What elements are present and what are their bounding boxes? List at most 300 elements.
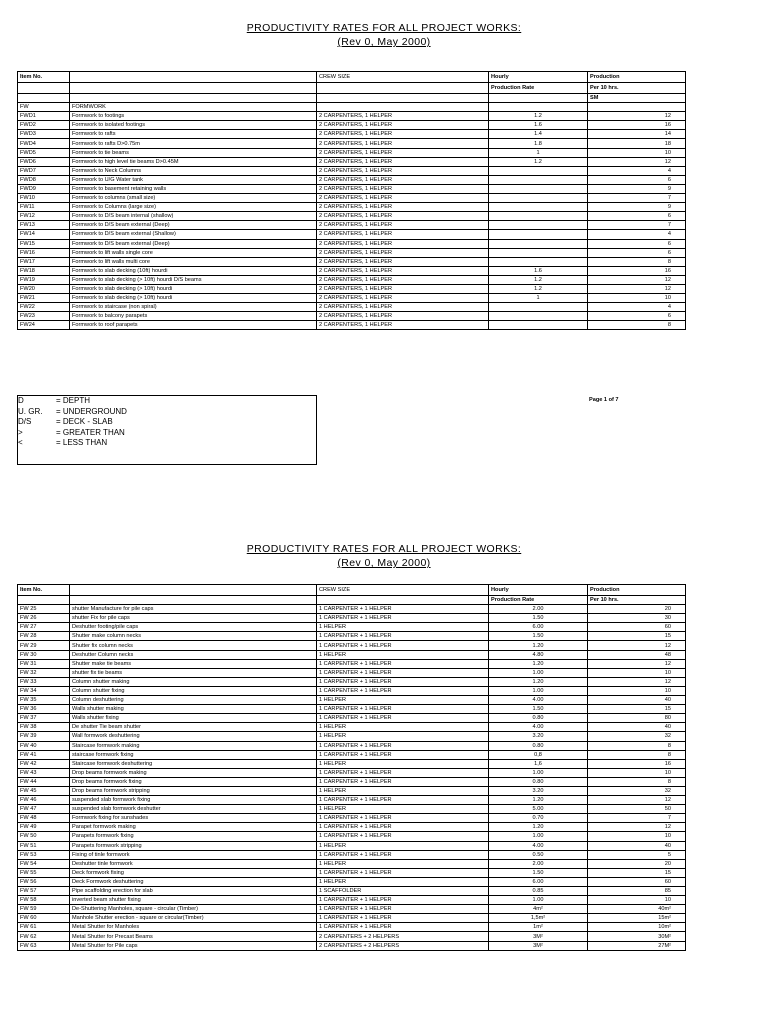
cell-hourly-rate: 1,6 xyxy=(489,759,588,768)
cell-crew-size: 2 CARPENTERS, 1 HELPER xyxy=(317,303,489,312)
cell-hourly-rate: 1.8 xyxy=(489,139,588,148)
cell-crew-size: 1 HELPER xyxy=(317,723,489,732)
cell-production: 8 xyxy=(588,777,686,786)
cell-hourly-rate: 1.20 xyxy=(489,796,588,805)
cell-production: 15 xyxy=(588,632,686,641)
table-row xyxy=(18,668,686,677)
productivity-table xyxy=(17,71,686,330)
legend-meaning: = UNDERGROUND xyxy=(56,406,127,416)
cell-crew-size: 2 CARPENTERS, 1 HELPER xyxy=(317,203,489,212)
cell-crew-size: 1 HELPER xyxy=(317,623,489,632)
cell-hourly-rate xyxy=(489,194,588,203)
cell-item-no: FW 29 xyxy=(18,641,70,650)
cell-production: 20 xyxy=(588,859,686,868)
table-row xyxy=(18,312,686,321)
table-row xyxy=(18,777,686,786)
cell-hourly-rate: 1.00 xyxy=(489,896,588,905)
table-row xyxy=(18,814,686,823)
table-row xyxy=(18,714,686,723)
table-row xyxy=(18,732,686,741)
cell-production: 14 xyxy=(588,130,686,139)
cell-item-no: FW19 xyxy=(18,275,70,284)
header-blank xyxy=(317,94,489,103)
cell-crew-size: 1 CARPENTER + 1 HELPER xyxy=(317,705,489,714)
table-row xyxy=(18,750,686,759)
legend-entry xyxy=(18,407,316,418)
header-blank xyxy=(70,596,317,605)
cell-hourly-rate: 2.00 xyxy=(489,859,588,868)
cell-hourly-rate: 4.80 xyxy=(489,650,588,659)
legend-entry xyxy=(18,417,316,428)
cell-description: Walls shutter making xyxy=(70,705,317,714)
header-blank xyxy=(317,83,489,94)
section-blank xyxy=(489,103,588,112)
cell-production: 12 xyxy=(588,796,686,805)
cell-production: 20 xyxy=(588,605,686,614)
cell-crew-size: 1 HELPER xyxy=(317,805,489,814)
table-row xyxy=(18,841,686,850)
cell-crew-size: 1 HELPER xyxy=(317,786,489,795)
cell-hourly-rate: 3.20 xyxy=(489,732,588,741)
cell-production: 10 xyxy=(588,668,686,677)
cell-item-no: FW 61 xyxy=(18,923,70,932)
cell-description: Formwork to rafts D>0.75m xyxy=(70,139,317,148)
table-row xyxy=(18,623,686,632)
cell-production: 30 xyxy=(588,614,686,623)
cell-item-no: FWD4 xyxy=(18,139,70,148)
cell-production: 10 xyxy=(588,768,686,777)
cell-crew-size: 2 CARPENTERS + 2 HELPERS xyxy=(317,932,489,941)
cell-item-no: FW16 xyxy=(18,248,70,257)
table-row xyxy=(18,632,686,641)
cell-hourly-rate: 4.00 xyxy=(489,696,588,705)
legend-meaning: = DEPTH xyxy=(56,396,91,405)
page-title: PRODUCTIVITY RATES FOR ALL PROJECT WORKS: xyxy=(246,543,522,555)
cell-item-no: FWD3 xyxy=(18,130,70,139)
cell-production: 5 xyxy=(588,850,686,859)
cell-hourly-rate: 1.00 xyxy=(489,668,588,677)
cell-description: Walls shutter fixing xyxy=(70,714,317,723)
cell-description: Staircase formwork making xyxy=(70,741,317,750)
cell-crew-size: 1 CARPENTER + 1 HELPER xyxy=(317,659,489,668)
cell-production: 40 xyxy=(588,723,686,732)
table-row xyxy=(18,112,686,121)
cell-production: 9 xyxy=(588,184,686,193)
cell-item-no: FW 26 xyxy=(18,614,70,623)
cell-item-no: FW 38 xyxy=(18,723,70,732)
cell-hourly-rate: 1.50 xyxy=(489,632,588,641)
cell-hourly-rate: 3M² xyxy=(489,941,588,950)
table-row xyxy=(18,175,686,184)
cell-item-no: FW 46 xyxy=(18,796,70,805)
cell-hourly-rate: 1.2 xyxy=(489,275,588,284)
cell-hourly-rate: 0.70 xyxy=(489,814,588,823)
section-name: FORMWORK xyxy=(70,103,317,112)
cell-item-no: FW 62 xyxy=(18,932,70,941)
cell-description: Formwork to slab decking (10ft) hourdi xyxy=(70,266,317,275)
legend-abbreviation: D/S xyxy=(18,417,32,426)
cell-crew-size: 1 CARPENTER + 1 HELPER xyxy=(317,923,489,932)
cell-item-no: FW21 xyxy=(18,294,70,303)
cell-description: Formwork to slab decking (> 10ft) hourdi xyxy=(70,284,317,293)
cell-hourly-rate: 1 xyxy=(489,148,588,157)
cell-crew-size: 2 CARPENTERS, 1 HELPER xyxy=(317,257,489,266)
cell-item-no: FW 25 xyxy=(18,605,70,614)
table-row xyxy=(18,741,686,750)
header-production: Production xyxy=(588,72,686,83)
cell-production: 30M² xyxy=(588,932,686,941)
cell-crew-size: 2 CARPENTERS, 1 HELPER xyxy=(317,166,489,175)
cell-production: 9 xyxy=(588,203,686,212)
legend-abbreviation: U. GR. xyxy=(18,406,43,416)
table-row xyxy=(18,121,686,130)
header-hourly: Hourly xyxy=(489,72,588,83)
cell-hourly-rate: 1.50 xyxy=(489,614,588,623)
cell-description: De shutter Tie beam shutter xyxy=(70,723,317,732)
cell-production: 15 xyxy=(588,868,686,877)
cell-production: 4 xyxy=(588,303,686,312)
cell-item-no: FW13 xyxy=(18,221,70,230)
cell-production: 7 xyxy=(588,194,686,203)
cell-description: Formwork to high level tie beams D>0.45M xyxy=(70,157,317,166)
cell-crew-size: 1 HELPER xyxy=(317,877,489,886)
cell-crew-size: 2 CARPENTERS, 1 HELPER xyxy=(317,221,489,230)
header-production: Production xyxy=(588,585,686,596)
cell-item-no: FW 50 xyxy=(18,832,70,841)
table-row xyxy=(18,230,686,239)
cell-production: 10 xyxy=(588,832,686,841)
table-row xyxy=(18,303,686,312)
legend-entry xyxy=(18,428,316,439)
cell-description: Deck formwork fixing xyxy=(70,868,317,877)
cell-item-no: FW22 xyxy=(18,303,70,312)
cell-production: 18 xyxy=(588,139,686,148)
cell-hourly-rate: 6.00 xyxy=(489,623,588,632)
header-blank xyxy=(18,83,70,94)
cell-description: Shutter fix column necks xyxy=(70,641,317,650)
cell-description: Formwork to basement retaining walls xyxy=(70,184,317,193)
productivity-table xyxy=(17,584,686,951)
cell-item-no: FW12 xyxy=(18,212,70,221)
cell-description: Parapets formwork fixing xyxy=(70,832,317,841)
cell-hourly-rate: 3M² xyxy=(489,932,588,941)
cell-hourly-rate: 4.00 xyxy=(489,723,588,732)
cell-item-no: FW 63 xyxy=(18,941,70,950)
cell-production: 32 xyxy=(588,732,686,741)
header-blank xyxy=(70,94,317,103)
cell-crew-size: 2 CARPENTERS, 1 HELPER xyxy=(317,148,489,157)
cell-item-no: FW 35 xyxy=(18,696,70,705)
table-row xyxy=(18,321,686,330)
cell-production: 12 xyxy=(588,284,686,293)
cell-hourly-rate: 1,5m² xyxy=(489,914,588,923)
cell-hourly-rate: 0.80 xyxy=(489,741,588,750)
table-row xyxy=(18,823,686,832)
cell-crew-size: 1 CARPENTER + 1 HELPER xyxy=(317,741,489,750)
cell-description: Column shutter fixing xyxy=(70,686,317,695)
table-row xyxy=(18,266,686,275)
table-row xyxy=(18,896,686,905)
cell-crew-size: 1 HELPER xyxy=(317,732,489,741)
table-row xyxy=(18,932,686,941)
cell-item-no: FWD2 xyxy=(18,121,70,130)
header-unit: SM xyxy=(588,94,686,103)
cell-item-no: FW 36 xyxy=(18,705,70,714)
legend-abbreviation: D xyxy=(18,396,24,405)
cell-hourly-rate: 1.20 xyxy=(489,823,588,832)
cell-crew-size: 2 CARPENTERS, 1 HELPER xyxy=(317,266,489,275)
table-row xyxy=(18,130,686,139)
cell-hourly-rate xyxy=(489,321,588,330)
cell-item-no: FW 39 xyxy=(18,732,70,741)
cell-crew-size: 1 CARPENTER + 1 HELPER xyxy=(317,677,489,686)
table-row xyxy=(18,294,686,303)
cell-crew-size: 2 CARPENTERS, 1 HELPER xyxy=(317,121,489,130)
cell-item-no: FWD5 xyxy=(18,148,70,157)
table-row xyxy=(18,248,686,257)
cell-crew-size: 2 CARPENTERS, 1 HELPER xyxy=(317,321,489,330)
cell-item-no: FW 56 xyxy=(18,877,70,886)
cell-description: Parapets formwork stripping xyxy=(70,841,317,850)
cell-production: 60 xyxy=(588,623,686,632)
section-code: FW xyxy=(18,103,70,112)
table-row xyxy=(18,832,686,841)
table-row xyxy=(18,184,686,193)
cell-crew-size: 2 CARPENTERS, 1 HELPER xyxy=(317,130,489,139)
cell-item-no: FW 57 xyxy=(18,887,70,896)
cell-item-no: FW 32 xyxy=(18,668,70,677)
table-row xyxy=(18,723,686,732)
table-row xyxy=(18,796,686,805)
cell-crew-size: 1 CARPENTER + 1 HELPER xyxy=(317,605,489,614)
cell-crew-size: 2 CARPENTERS, 1 HELPER xyxy=(317,157,489,166)
cell-item-no: FW 33 xyxy=(18,677,70,686)
cell-hourly-rate: 4m² xyxy=(489,905,588,914)
cell-hourly-rate xyxy=(489,230,588,239)
table-row xyxy=(18,157,686,166)
cell-item-no: FW15 xyxy=(18,239,70,248)
cell-description: Formwork to D/S beam external (Deep) xyxy=(70,239,317,248)
cell-description: Formwork to columns (small size) xyxy=(70,194,317,203)
page-subtitle: (Rev 0, May 2000) xyxy=(337,36,431,48)
cell-crew-size: 1 CARPENTER + 1 HELPER xyxy=(317,777,489,786)
cell-description: Manhole Shutter erection - square or circular(Timber) xyxy=(70,914,317,923)
cell-description: Formwork to tie beams xyxy=(70,148,317,157)
cell-hourly-rate: 1.2 xyxy=(489,157,588,166)
table-row xyxy=(18,759,686,768)
cell-production: 12 xyxy=(588,823,686,832)
cell-description: Pipe scaffolding erection for slab xyxy=(70,887,317,896)
cell-item-no: FWD7 xyxy=(18,166,70,175)
cell-description: Formwork to staircase (non spiral) xyxy=(70,303,317,312)
cell-description: Shutter make tie beams xyxy=(70,659,317,668)
cell-production: 8 xyxy=(588,321,686,330)
table-row xyxy=(18,877,686,886)
cell-description: Deshutter Column necks xyxy=(70,650,317,659)
header-crew-size: CREW SIZE xyxy=(317,585,489,596)
header-item-no: Item No. xyxy=(18,72,70,83)
cell-description: Metal Shutter for Pile caps xyxy=(70,941,317,950)
cell-crew-size: 1 CARPENTER + 1 HELPER xyxy=(317,714,489,723)
cell-crew-size: 1 CARPENTER + 1 HELPER xyxy=(317,632,489,641)
header-description xyxy=(70,72,317,83)
legend-entry xyxy=(18,438,316,449)
cell-crew-size: 2 CARPENTERS, 1 HELPER xyxy=(317,194,489,203)
table-row xyxy=(18,905,686,914)
cell-production: 16 xyxy=(588,266,686,275)
cell-description: Formwork to isolated footings xyxy=(70,121,317,130)
cell-crew-size: 2 CARPENTERS, 1 HELPER xyxy=(317,239,489,248)
cell-production: 80 xyxy=(588,714,686,723)
table-row xyxy=(18,605,686,614)
cell-description: Drop beams formwork making xyxy=(70,768,317,777)
cell-hourly-rate xyxy=(489,303,588,312)
cell-production: 7 xyxy=(588,814,686,823)
table-row xyxy=(18,239,686,248)
legend-entry xyxy=(18,396,316,407)
legend-meaning: = DECK - SLAB xyxy=(56,417,113,426)
table-row xyxy=(18,641,686,650)
cell-production: 16 xyxy=(588,759,686,768)
cell-production: 12 xyxy=(588,677,686,686)
cell-description: Shutter make column necks xyxy=(70,632,317,641)
cell-hourly-rate: 1.50 xyxy=(489,705,588,714)
cell-crew-size: 2 CARPENTERS, 1 HELPER xyxy=(317,275,489,284)
cell-production: 15m² xyxy=(588,914,686,923)
cell-item-no: FW14 xyxy=(18,230,70,239)
cell-description: Column deshuttering xyxy=(70,696,317,705)
cell-crew-size: 2 CARPENTERS, 1 HELPER xyxy=(317,312,489,321)
cell-crew-size: 1 CARPENTER + 1 HELPER xyxy=(317,686,489,695)
table-row xyxy=(18,805,686,814)
cell-hourly-rate: 1.00 xyxy=(489,768,588,777)
cell-item-no: FW10 xyxy=(18,194,70,203)
cell-crew-size: 2 CARPENTERS, 1 HELPER xyxy=(317,284,489,293)
cell-production: 6 xyxy=(588,248,686,257)
cell-hourly-rate: 5.00 xyxy=(489,805,588,814)
cell-production: 10 xyxy=(588,896,686,905)
cell-description: Formwork to U/G Water tank xyxy=(70,175,317,184)
cell-item-no: FW 54 xyxy=(18,859,70,868)
table-row xyxy=(18,212,686,221)
cell-hourly-rate xyxy=(489,312,588,321)
table-row xyxy=(18,696,686,705)
table-row xyxy=(18,677,686,686)
cell-description: Formwork to Columns (large size) xyxy=(70,203,317,212)
cell-description: Formwork to Neck Columns xyxy=(70,166,317,175)
cell-item-no: FW 45 xyxy=(18,786,70,795)
cell-hourly-rate: 2.00 xyxy=(489,605,588,614)
cell-description: De-Shuttering Manholes, square - circular (Timber) xyxy=(70,905,317,914)
cell-item-no: FW 28 xyxy=(18,632,70,641)
table-row xyxy=(18,786,686,795)
cell-item-no: FW11 xyxy=(18,203,70,212)
cell-hourly-rate: 0.85 xyxy=(489,887,588,896)
cell-description: Drop beams formwork fixing xyxy=(70,777,317,786)
cell-hourly-rate: 0.80 xyxy=(489,714,588,723)
header-blank xyxy=(70,83,317,94)
cell-hourly-rate: 0.80 xyxy=(489,777,588,786)
table-row xyxy=(18,887,686,896)
cell-production: 8 xyxy=(588,741,686,750)
cell-description: Column shutter making xyxy=(70,677,317,686)
table-row xyxy=(18,941,686,950)
cell-hourly-rate xyxy=(489,166,588,175)
table-row xyxy=(18,257,686,266)
cell-description: Deck Formwork deshuttering xyxy=(70,877,317,886)
cell-description: Formwork to roof parapets xyxy=(70,321,317,330)
table-row xyxy=(18,166,686,175)
cell-description: Parapet formwork making xyxy=(70,823,317,832)
table-row xyxy=(18,705,686,714)
table-row xyxy=(18,686,686,695)
cell-item-no: FW 53 xyxy=(18,850,70,859)
abbreviation-legend xyxy=(17,395,317,465)
header-blank xyxy=(18,94,70,103)
cell-item-no: FW 44 xyxy=(18,777,70,786)
cell-hourly-rate: 1.20 xyxy=(489,641,588,650)
cell-description: suspended slab formwork deshutter xyxy=(70,805,317,814)
cell-production: 10 xyxy=(588,294,686,303)
cell-description: Formwork to footings xyxy=(70,112,317,121)
cell-crew-size: 1 HELPER xyxy=(317,841,489,850)
cell-item-no: FW 42 xyxy=(18,759,70,768)
cell-item-no: FW24 xyxy=(18,321,70,330)
cell-description: Deshutter footing/pile caps xyxy=(70,623,317,632)
cell-production: 6 xyxy=(588,312,686,321)
table-row xyxy=(18,221,686,230)
cell-production: 7 xyxy=(588,221,686,230)
cell-production: 8 xyxy=(588,750,686,759)
cell-crew-size: 1 CARPENTER + 1 HELPER xyxy=(317,796,489,805)
table-row xyxy=(18,203,686,212)
cell-description: Formwork to slab decking (> 10ft) hourdi xyxy=(70,294,317,303)
cell-production: 10 xyxy=(588,686,686,695)
cell-item-no: FW 43 xyxy=(18,768,70,777)
cell-description: Formwork to D/S beam external (Shallow) xyxy=(70,230,317,239)
header-hourly-rate: Production Rate xyxy=(489,83,588,94)
legend-abbreviation: > xyxy=(18,427,23,437)
cell-description: Metal Shutter for Manholes xyxy=(70,923,317,932)
cell-hourly-rate: 0,8 xyxy=(489,750,588,759)
cell-hourly-rate: 0.50 xyxy=(489,850,588,859)
cell-hourly-rate: 3.20 xyxy=(489,786,588,795)
cell-item-no: FW 37 xyxy=(18,714,70,723)
cell-item-no: FW 34 xyxy=(18,686,70,695)
cell-description: shutter fix tie beams xyxy=(70,668,317,677)
header-per-10-hrs: Per 10 hrs. xyxy=(588,83,686,94)
cell-hourly-rate: 1.2 xyxy=(489,112,588,121)
cell-crew-size: 2 CARPENTERS, 1 HELPER xyxy=(317,112,489,121)
cell-crew-size: 2 CARPENTERS, 1 HELPER xyxy=(317,175,489,184)
cell-description: Formwork to lift walls single core xyxy=(70,248,317,257)
cell-item-no: FWD8 xyxy=(18,175,70,184)
cell-production: 12 xyxy=(588,641,686,650)
cell-item-no: FW 59 xyxy=(18,905,70,914)
cell-production: 6 xyxy=(588,175,686,184)
cell-description: Staircase formwork deshuttering xyxy=(70,759,317,768)
cell-hourly-rate: 1.20 xyxy=(489,659,588,668)
cell-description: Wall formwork deshuttering xyxy=(70,732,317,741)
cell-crew-size: 1 CARPENTER + 1 HELPER xyxy=(317,896,489,905)
cell-item-no: FW 48 xyxy=(18,814,70,823)
cell-hourly-rate xyxy=(489,239,588,248)
cell-crew-size: 1 CARPENTER + 1 HELPER xyxy=(317,641,489,650)
cell-crew-size: 1 CARPENTER + 1 HELPER xyxy=(317,905,489,914)
cell-description: Formwork to rafts xyxy=(70,130,317,139)
cell-item-no: FW 31 xyxy=(18,659,70,668)
cell-crew-size: 1 CARPENTER + 1 HELPER xyxy=(317,750,489,759)
